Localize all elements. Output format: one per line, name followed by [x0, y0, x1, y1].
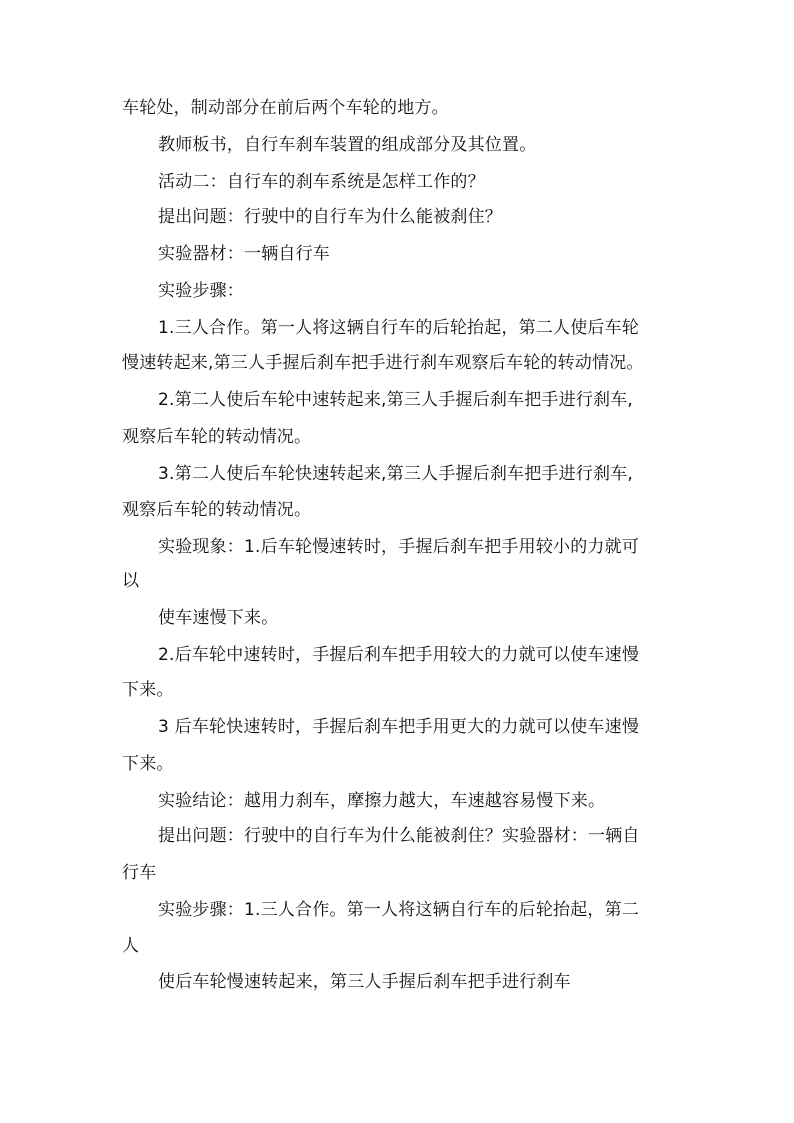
text-line: 行车	[122, 863, 157, 883]
text-line: 慢速转起来,第三人手握后刹车把手进行刹车观察后车轮的转动情况。	[122, 353, 644, 373]
text-line: 3 后车轮快速转时，手握后刹车把手用更大的力就可以使车速慢	[158, 717, 640, 737]
text-line: 观察后车轮的转动情况。	[122, 427, 312, 447]
text-line: 实验步骤：	[158, 281, 244, 301]
text-line: 实验步骤：1.三人合作。第一人将这辆自行车的后轮抬起，第二	[158, 900, 640, 920]
text-line: 教师板书，自行车刹车装置的组成部分及其位置。	[158, 135, 537, 155]
text-line: 实验器材：一辆自行车	[158, 244, 330, 264]
text-line: 活动二：自行车的刹车系统是怎样工作的？	[158, 172, 485, 192]
text-line: 实验现象：1.后车轮慢速转时，手握后刹车把手用较小的力就可	[158, 537, 640, 557]
text-line: 提出问题：行驶中的自行车为什么能被刹住？实验器材：一辆自	[158, 826, 640, 846]
text-line: 实验结论：越用力刹车，摩擦力越大，车速越容易慢下来。	[158, 791, 606, 811]
text-line: 3.第二人使后车轮快速转起来,第三人手握后刹车把手进行刹车,	[158, 464, 634, 484]
text-line: 下来。	[122, 754, 174, 774]
text-line: 1.三人合作。第一人将这辆自行车的后轮抬起，第二人使后车轮	[158, 318, 640, 338]
text-line: 2.第二人使后车轮中速转起来,第三人手握后刹车把手进行刹车,	[158, 390, 634, 410]
text-line: 以	[122, 571, 140, 591]
text-line: 2.后车轮中速转时，手握后利车把手用较大的力就可以使车速慢	[158, 645, 640, 665]
text-line: 下来。	[122, 680, 174, 700]
text-line: 车轮处，制动部分在前后两个车轮的地方。	[122, 98, 449, 118]
text-line: 人	[122, 936, 140, 956]
text-line: 提出问题：行驶中的自行车为什么能被刹住？	[158, 207, 502, 227]
text-line: 观察后车轮的转动情况。	[122, 500, 312, 520]
text-line: 使车速慢下来。	[158, 608, 279, 628]
text-line: 使后车轮慢速转起来，第三人手握后刹车把手进行刹车	[158, 972, 571, 992]
